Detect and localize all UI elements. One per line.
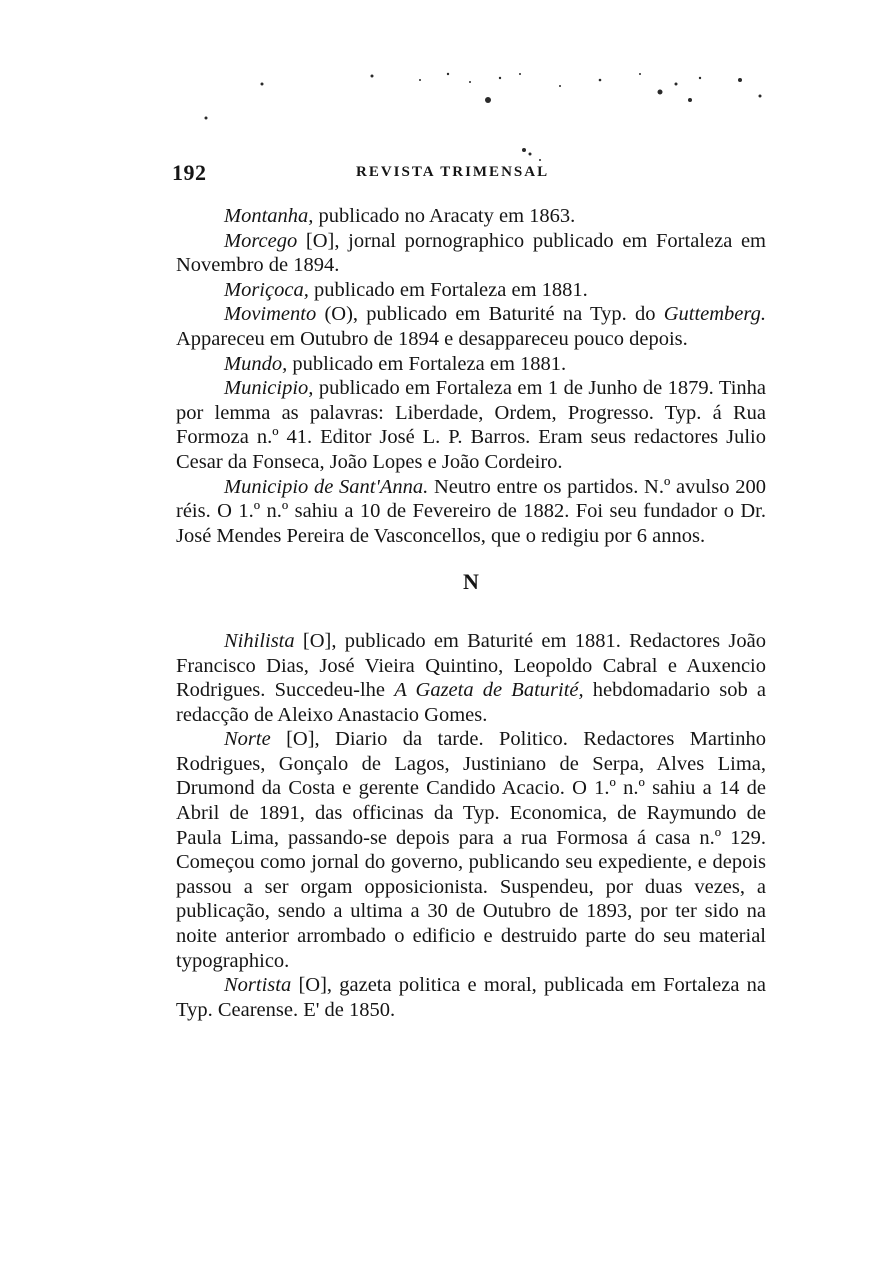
- entry-text: publicado no Aracaty em 1863.: [313, 205, 576, 227]
- entry-text: [O], jornal pornographico publicado em Fortaleza em Novembro de 1894.: [176, 229, 766, 277]
- entry-text-secondary: Appareceu em Outubro de 1894 e desappareceu pouco depois.: [176, 327, 688, 350]
- entry-title: Municipio,: [224, 377, 314, 400]
- entry-title: Movimento: [224, 303, 317, 326]
- entry-morcego: [176, 229, 766, 278]
- running-title: REVISTA TRIMENSAL: [356, 164, 550, 180]
- page-body: [176, 204, 766, 1022]
- entry-text: publicado em Fortaleza em 1 de Junho de 1879. Tinha por lemma as palavras: Liberdade, Ordem, Progresso. Typ. á Rua Formoza n.º 41. Editor José L. P. Barros. Eram seus redactores Julio Cesar da Fonseca, João Lopes e João Cordeiro.: [176, 377, 766, 473]
- entry-text: [O], Diario da tarde. Politico. Redactores Martinho Rodrigues, Gonçalo de Lagos, Justiniano de Serpa, Alves Lima, Drumond da Costa e gerente Candido Acacio. O 1.º n.º sahiu a 14 de Abril de 1891, das officinas da Typ. Economica, de Raymundo de Paula Lima, passando-se depois para a rua Formosa á casa n.º 129. Começou como jornal do governo, publicando seu expediente, e depois passou a ser orgam opposicionista. Suspendeu, por duas vezes, a publicação, sendo a ultima a 30 de Outubro de 1893, por ter sido na noite anterior arrombado o edificio e destruido parte do seu material typographico.: [176, 728, 766, 972]
- entry-title: Morcego: [224, 229, 298, 252]
- entry-mundo: [176, 352, 766, 377]
- entry-text: [O], publicado em Baturité em 1881. Redactores João Francisco Dias, José Vieira Quintino, Leopoldo Cabral e Auxencio Rodrigues. Succedeu-lhe: [176, 629, 766, 702]
- entry-text: publicado em Fortaleza em 1881.: [308, 278, 588, 301]
- entry-title: Norte: [224, 728, 271, 751]
- entry-municipio-santanna: [176, 475, 766, 549]
- entry-movimento: [176, 302, 766, 351]
- entry-title-secondary: Guttemberg.: [663, 303, 766, 326]
- entry-title: Montanha,: [224, 205, 314, 227]
- entry-nortista: [176, 973, 766, 1022]
- entry-moricoca: [176, 278, 766, 303]
- entry-municipio: [176, 376, 766, 474]
- section-letter: N: [463, 569, 479, 595]
- entry-text: [O], gazeta politica e moral, publicada em Fortaleza na Typ. Cearense. E' de 1850.: [176, 974, 766, 1021]
- entry-norte: [176, 727, 766, 973]
- entry-title: Mundo,: [224, 352, 288, 375]
- page-number: 192: [172, 160, 207, 185]
- entry-nihilista: [176, 629, 766, 727]
- entry-text-secondary: hebdomadario sob a redacção de Aleixo Anastacio Gomes.: [176, 679, 767, 726]
- entry-title: Municipio de Sant'Anna.: [224, 475, 429, 498]
- entry-title: Nortista: [224, 974, 292, 997]
- entry-text: (O), publicado em Baturité na Typ. do: [316, 303, 664, 326]
- page-header: [172, 160, 772, 184]
- entry-title: Nihilista: [224, 629, 295, 652]
- entry-text: publicado em Fortaleza em 1881.: [287, 352, 567, 375]
- entry-title: Moriçoca,: [224, 278, 309, 301]
- entry-title-secondary: A Gazeta de Baturité,: [394, 679, 584, 702]
- entry-text: Neutro entre os partidos. N.º avulso 200 réis. O 1.º n.º sahiu a 10 de Fevereiro de 1882. Foi seu fundador o Dr. José Mendes Pereira de Vasconcellos, que o redigiu por 6 annos.: [176, 475, 766, 547]
- entry-montanha: [176, 204, 766, 229]
